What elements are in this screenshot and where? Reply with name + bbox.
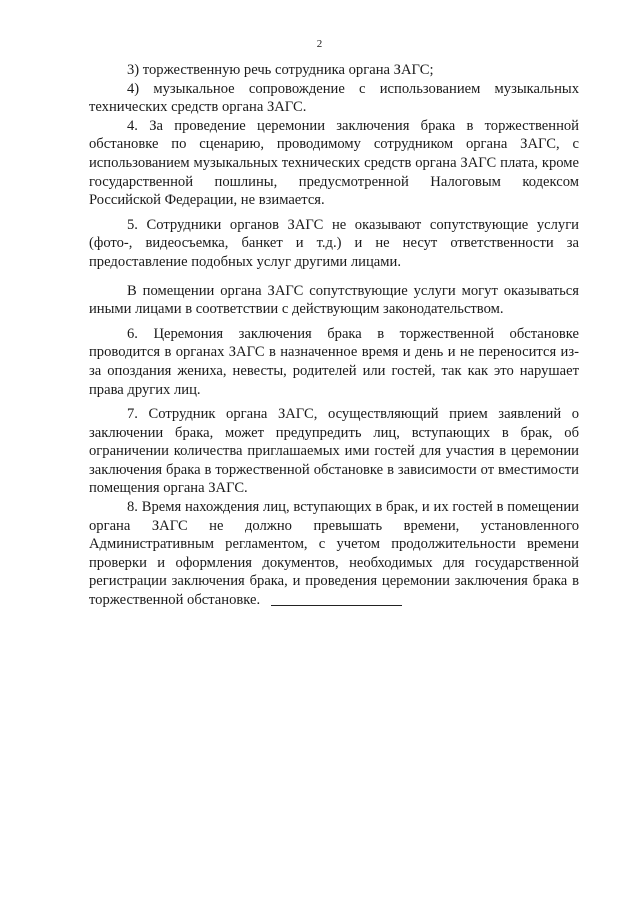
paragraph-8: 8. Время нахождения лиц, вступающих в брак, и их гостей в помещении органа ЗАГС не должно превышать времени, установленного Административным регламентом, с учетом продолжительности времени проверки и оформления документов, необходимых для государственной регистрации заключения брака, и проведения церемонии заключения брака в торжественной обстановке.	[89, 499, 579, 609]
paragraph-4: 4. За проведение церемонии заключения брака в торжественной обстановке по сценарию, проводимому сотрудником органа ЗАГС, с использованием музыкальных технических средств органа ЗАГС плата, кроме государственной пошлины, предусмотренной Налоговым кодексом Российской Федерации, не взимается.	[89, 117, 579, 209]
end-divider-line	[271, 605, 402, 606]
paragraph-5: 5. Сотрудники органов ЗАГС не оказывают сопутствующие услуги (фото-, видеосъемка, банкет и т.д.) и не несут ответственности за предоставление подобных услуг другими лицами.	[89, 216, 579, 270]
paragraph-7: 7. Сотрудник органа ЗАГС, осуществляющий прием заявлений о заключении брака, может предупредить лиц, вступающих в брак, об ограничении количества приглашаемых ими гостей для участия в церемонии заключения брака в торжественной обстановке в зависимости от вместимости помещения органа ЗАГС.	[89, 406, 579, 497]
page-number: 2	[316, 38, 323, 50]
list-item-4: 4) музыкальное сопровождение с использованием музыкальных технических средств органа ЗАГС.	[89, 80, 579, 116]
document-body	[89, 61, 579, 610]
paragraph-6: 6. Церемония заключения брака в торжественной обстановке проводится в органах ЗАГС в назначенное время и день и не переносится из-за опоздания жениха, невесты, родителей или гостей, так как это нарушает права других лиц.	[89, 325, 579, 398]
list-item-3: 3) торжественную речь сотрудника органа ЗАГС;	[127, 62, 434, 78]
paragraph-5-continuation: В помещении органа ЗАГС сопутствующие услуги могут оказываться иными лицами в соответствии с действующим законодательством.	[89, 282, 579, 318]
